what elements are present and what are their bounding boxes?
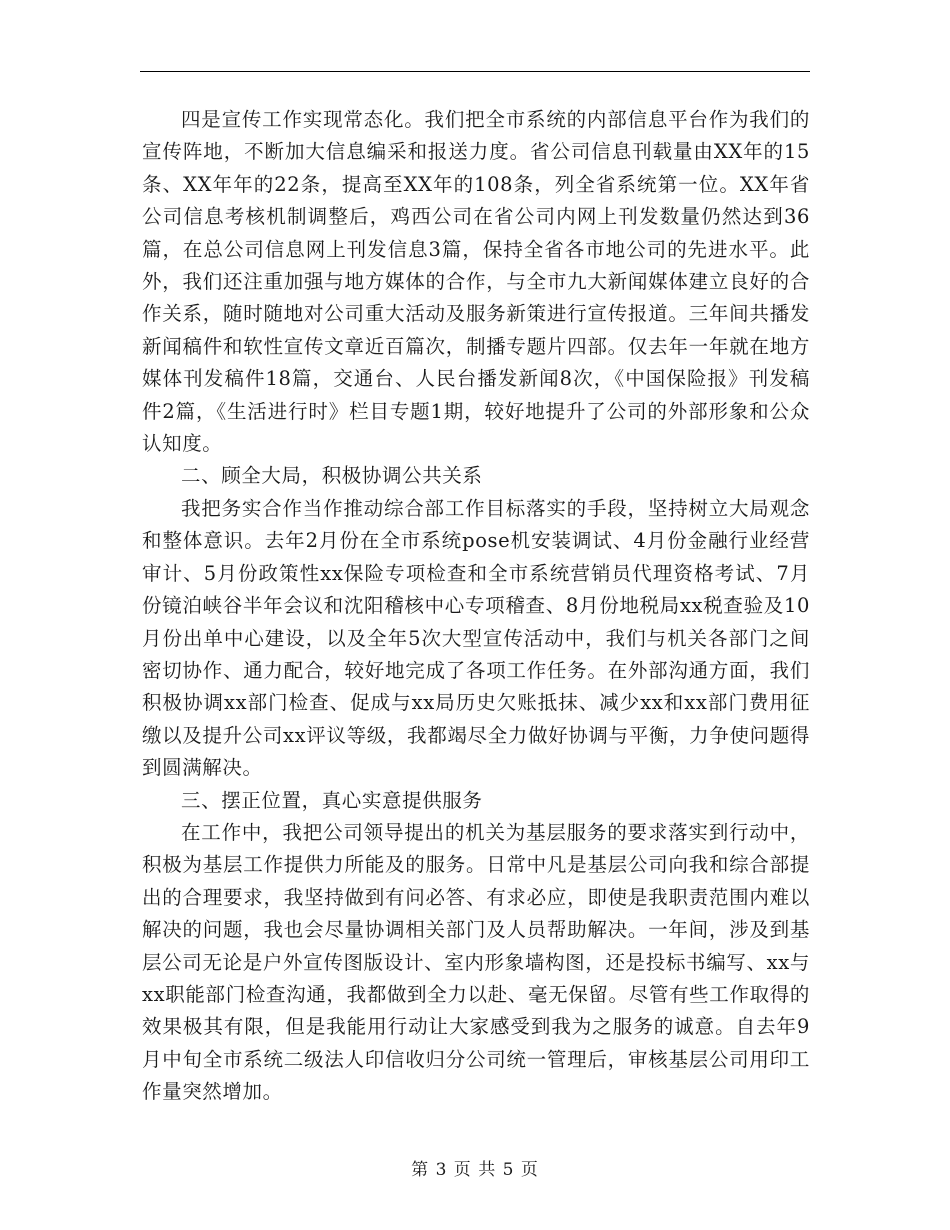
paragraph-service: 在工作中，我把公司领导提出的机关为基层服务的要求落实到行动中，积极为基层工作提供力所能及的服务。日常中凡是基层公司向我和综合部提出的合理要求，我坚持做到有问必答、有求必应，即使是我职责范围内难以解决的问题，我也会尽量协调相关部门及人员帮助解决。一年间，涉及到基层公司无论是户外宣传图版设计、室内形象墙构图，还是投标书编写、xx与xx职能部门检查沟通，我都做到全力以赴、毫无保留。尽管有些工作取得的效果极其有限，但是我能用行动让大家感受到我为之服务的诚意。自去年9月中旬全市系统二级法人印信收归分公司统一管理后，审核基层公司用印工作量突然增加。	[142, 820, 810, 1104]
paragraph-coordination: 我把务实合作当作推动综合部工作目标落实的手段，坚持树立大局观念和整体意识。去年2月份在全市系统pose机安装调试、4月份金融行业经营审计、5月份政策性xx保险专项检查和全市系统营销员代理资格考试、7月份镜泊峡谷半年会议和沈阳稽核中心专项稽查、8月份地税局xx税查验及10月份出单中心建设，以及全年5次大型宣传活动中，我们与机关各部门之间密切协作、通力配合，较好地完成了各项工作任务。在外部沟通方面，我们积极协调xx部门检查、促成与xx局历史欠账抵抹、减少xx和xx部门费用征缴以及提升公司xx评议等级，我都竭尽全力做好协调与平衡，力争使问题得到圆满解决。	[142, 496, 810, 780]
paragraph-publicity: 四是宣传工作实现常态化。我们把全市系统的内部信息平台作为我们的宣传阵地，不断加大信息编采和报送力度。省公司信息刊载量由XX年的15条、XX年年的22条，提高至XX年的108条，列全省系统第一位。XX年省公司信息考核机制调整后，鸡西公司在省公司内网上刊发数量仍然达到36篇，在总公司信息网上刊发信息3篇，保持全省各市地公司的先进水平。此外，我们还注重加强与地方媒体的合作，与全市九大新闻媒体建立良好的合作关系，随时随地对公司重大活动及服务新策进行宣传报道。三年间共播发新闻稿件和软性宣传文章近百篇次，制播专题片四部。仅去年一年就在地方媒体刊发稿件18篇，交通台、人民台播发新闻8次，《中国保险报》刊发稿件2篇，《生活进行时》栏目专题1期，较好地提升了公司的外部形象和公众认知度。	[142, 108, 810, 456]
page-number: 第 3 页 共 5 页	[411, 1160, 539, 1180]
header-rule	[140, 71, 810, 72]
section-heading-public-relations: 二、顾全大局，积极协调公共关系	[181, 464, 483, 488]
section-heading-service: 三、摆正位置，真心实意提供服务	[181, 788, 483, 812]
document-body	[142, 104, 810, 1109]
